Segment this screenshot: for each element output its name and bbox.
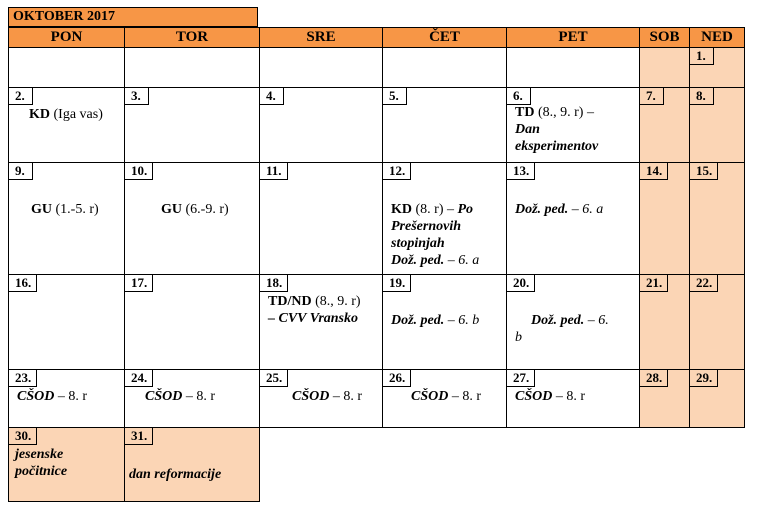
event-text: počitnice [15,464,68,479]
event-text: (Iga vas) [50,107,103,122]
day-cell [260,370,383,428]
event-text: jesenske [15,447,64,462]
day-cell [640,370,690,428]
event-text: dan reformacije [129,467,222,482]
event-text: (6.-9. r) [182,202,229,217]
event [129,466,221,483]
date-number: 23. [9,370,37,387]
date-number: 5. [383,88,407,105]
day-cell [125,275,260,370]
event [515,104,598,155]
event-text: – CVV Vransko [268,311,359,326]
date-number: 22. [690,275,718,292]
day-header-sre: SRE [260,28,383,48]
event [391,201,479,269]
event [145,388,215,405]
date-number: 7. [640,88,664,105]
event-text: CŠOD [515,389,553,404]
event-text: – 8. r [448,389,482,404]
event-text: (1.-5. r) [52,202,99,217]
day-cell [507,370,640,428]
empty-cell [690,428,745,502]
day-header-ned: NED [690,28,745,48]
week-row [9,370,745,428]
day-header-tor: TOR [125,28,260,48]
day-cell [125,163,260,275]
day-cell [260,163,383,275]
date-number: 12. [383,163,411,180]
day-cell [125,428,260,502]
event-text: CŠOD [411,389,449,404]
day-cell [640,48,690,88]
event-text: – 8. r [329,389,363,404]
date-number: 15. [690,163,718,180]
event-text: – 6. [584,313,609,328]
empty-cell [260,428,383,502]
day-cell [640,163,690,275]
event [515,388,585,405]
date-number: 29. [690,370,718,387]
date-number: 8. [690,88,714,105]
day-cell [9,88,125,163]
day-cell [690,275,745,370]
day-cell [383,275,507,370]
event-text: (8. r) – [412,202,458,217]
event-text: – 8. r [552,389,586,404]
event-text: – 8. r [54,389,88,404]
day-cell [507,88,640,163]
day-cell [260,88,383,163]
day-cell [690,163,745,275]
day-cell [383,163,507,275]
event [161,201,229,218]
event-label: TD/ND [268,294,312,309]
date-number: 25. [260,370,288,387]
event [268,293,361,327]
empty-cell [383,428,507,502]
date-number: 13. [507,163,535,180]
day-header-pon: PON [9,28,125,48]
event-text: (8., 9. r) – [534,105,594,120]
event-label: KD [29,107,50,122]
event-text: (8., 9. r) [311,294,361,309]
date-number: 31. [125,428,153,445]
event-text: CŠOD [292,389,330,404]
day-header-pet: PET [507,28,640,48]
event-text: CŠOD [17,389,55,404]
week-row [9,428,745,502]
event [411,388,481,405]
day-cell [9,48,125,88]
event-text: – 8. r [182,389,216,404]
day-cell [9,428,125,502]
event [15,446,67,480]
event [515,201,603,218]
event [292,388,362,405]
date-number: 10. [125,163,153,180]
week-row [9,163,745,275]
date-number: 11. [260,163,288,180]
day-cell [507,48,640,88]
event-text: Prešernovih [391,219,461,234]
day-cell [9,370,125,428]
event [31,201,99,218]
event-label: KD [391,202,412,217]
day-cell [260,48,383,88]
date-number: 6. [507,88,531,105]
day-cell [507,275,640,370]
event-text: Dan [515,122,540,137]
date-number: 17. [125,275,153,292]
day-cell [507,163,640,275]
event [515,312,631,346]
day-header-cet: ČET [383,28,507,48]
event-text: Dož. ped. [531,313,585,328]
date-number: 20. [507,275,535,292]
event-label: GU [161,202,182,217]
date-number: 2. [9,88,33,105]
event-text: stopinjah [391,236,445,251]
event-text: – 6. a [568,202,604,217]
date-number: 14. [640,163,668,180]
day-cell [125,370,260,428]
empty-cell [640,428,690,502]
day-cell [383,88,507,163]
day-cell [640,88,690,163]
event-text: Po [457,202,474,217]
event-label: TD [515,105,535,120]
event-text: – 6. a [444,253,480,268]
date-number: 16. [9,275,37,292]
date-number: 24. [125,370,153,387]
date-number: 21. [640,275,668,292]
event [17,388,87,405]
date-number: 28. [640,370,668,387]
empty-cell [507,428,640,502]
date-number: 4. [260,88,284,105]
week-row [9,275,745,370]
event [391,312,479,329]
day-cell [383,48,507,88]
week-row [9,48,745,88]
day-cell [640,275,690,370]
day-cell [125,48,260,88]
day-cell [9,275,125,370]
event-text: eksperimentov [515,139,599,154]
date-number: 19. [383,275,411,292]
event-text: – 6. b [444,313,480,328]
event-text: CŠOD [145,389,183,404]
week-row [9,88,745,163]
event-text: Dož. ped. [391,313,445,328]
day-header-sob: SOB [640,28,690,48]
day-cell [383,370,507,428]
header-row [9,28,745,48]
event-text: b [515,330,522,345]
day-cell [260,275,383,370]
event-text: Dož. ped. [515,202,569,217]
date-number: 27. [507,370,535,387]
day-cell [690,370,745,428]
day-cell [690,88,745,163]
event-label: GU [31,202,52,217]
calendar-table [8,27,745,502]
date-number: 18. [260,275,288,292]
day-cell [690,48,745,88]
day-cell [125,88,260,163]
date-number: 3. [125,88,149,105]
event-text: Dož. ped. [391,253,445,268]
date-number: 30. [9,428,37,445]
date-number: 9. [9,163,33,180]
event [29,106,103,123]
date-number: 1. [690,48,714,65]
calendar-title: OKTOBER 2017 [8,7,258,27]
day-cell [9,163,125,275]
date-number: 26. [383,370,411,387]
